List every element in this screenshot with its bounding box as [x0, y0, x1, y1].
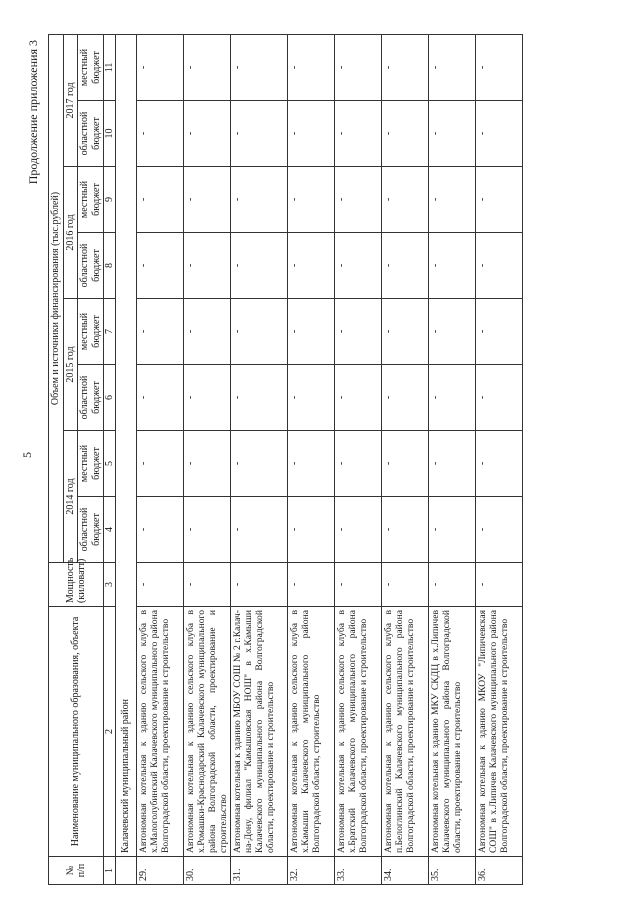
- budget-value: -: [230, 299, 287, 365]
- budget-value: -: [183, 497, 230, 563]
- row-number: 31.: [230, 857, 287, 885]
- budget-value: -: [136, 34, 183, 100]
- row-number: 36.: [475, 857, 522, 885]
- budget-value: -: [287, 233, 334, 299]
- budget-value: -: [428, 101, 475, 167]
- capacity-value: -: [428, 563, 475, 607]
- budget-value: -: [334, 365, 381, 431]
- section-num-cell: [116, 857, 137, 885]
- header-local: местный бюджет: [78, 34, 104, 100]
- table-row: [287, 34, 334, 884]
- header-regional: областной бюджет: [78, 365, 104, 431]
- header-local: местный бюджет: [78, 299, 104, 365]
- header-local: местный бюджет: [78, 167, 104, 233]
- object-name: Автономная котельная к зданию МКОУ "Липичевская СОШ" в х.Липичев Калачевского муниципального района Волгоградской области, проектирование и строительство: [475, 607, 522, 857]
- header-regional: областной бюджет: [78, 101, 104, 167]
- capacity-value: -: [475, 563, 522, 607]
- header-local: местный бюджет: [78, 431, 104, 497]
- budget-value: -: [183, 431, 230, 497]
- capacity-value: -: [334, 563, 381, 607]
- rotated-content: [20, 20, 620, 885]
- budget-value: -: [334, 233, 381, 299]
- section-row: [116, 34, 137, 884]
- header-year-2014: 2014 год: [63, 431, 78, 563]
- object-name: Автономная котельная к зданию сельского клуба в п.Белоглинский Калачевского муниципального района Волгоградской области, проектирование и строительство: [381, 607, 428, 857]
- budget-value: -: [334, 299, 381, 365]
- budget-value: -: [381, 167, 428, 233]
- budget-value: -: [136, 299, 183, 365]
- header-regional: областной бюджет: [78, 233, 104, 299]
- budget-value: -: [136, 167, 183, 233]
- object-name: Автономная котельная к зданию сельского клуба в х.Братский Калачевского муниципального района Волгоградской области, проектирование и строительство: [334, 607, 381, 857]
- header-num: № п/п: [49, 857, 104, 885]
- budget-value: -: [334, 34, 381, 100]
- budget-value: -: [428, 299, 475, 365]
- column-index: 2: [104, 607, 116, 857]
- row-number: 35.: [428, 857, 475, 885]
- capacity-value: -: [381, 563, 428, 607]
- column-index: 4: [104, 497, 116, 563]
- header-row-1: [49, 34, 64, 884]
- budget-value: -: [475, 34, 522, 100]
- header-name: Наименование муниципального образования, объекта: [49, 607, 104, 857]
- budget-value: -: [230, 431, 287, 497]
- budget-value: -: [183, 167, 230, 233]
- row-number: 33.: [334, 857, 381, 885]
- budget-value: -: [334, 497, 381, 563]
- column-index-row: [104, 34, 116, 884]
- budget-value: -: [183, 233, 230, 299]
- column-index: 8: [104, 233, 116, 299]
- budget-value: -: [287, 167, 334, 233]
- budget-value: -: [136, 233, 183, 299]
- budget-value: -: [183, 34, 230, 100]
- table-row: [136, 34, 183, 884]
- capacity-value: -: [136, 563, 183, 607]
- budget-value: -: [475, 101, 522, 167]
- header-year-2015: 2015 год: [63, 299, 78, 431]
- column-index: 1: [104, 857, 116, 885]
- row-number: 32.: [287, 857, 334, 885]
- budget-value: -: [381, 497, 428, 563]
- row-number: 34.: [381, 857, 428, 885]
- budget-value: -: [136, 431, 183, 497]
- budget-value: -: [381, 101, 428, 167]
- page-number: 5: [20, 452, 34, 458]
- budget-value: -: [428, 431, 475, 497]
- budget-value: -: [428, 365, 475, 431]
- budget-value: -: [230, 497, 287, 563]
- table-row: [381, 34, 428, 884]
- header-year-2017: 2017 год: [63, 34, 78, 166]
- budget-value: -: [230, 101, 287, 167]
- capacity-value: -: [287, 563, 334, 607]
- budget-value: -: [334, 167, 381, 233]
- budget-value: -: [475, 431, 522, 497]
- budget-value: -: [381, 365, 428, 431]
- table-row: [183, 34, 230, 884]
- section-title: Калачевский муниципальный район: [116, 34, 137, 856]
- row-number: 30.: [183, 857, 230, 885]
- object-name: Автономная котельная к зданию сельского клуба в х.Малоголубинский Калачевского муниципального района Волгоградской области, проектирование и строительство: [136, 607, 183, 857]
- budget-value: -: [428, 167, 475, 233]
- column-index: 3: [104, 563, 116, 607]
- budget-value: -: [230, 365, 287, 431]
- object-name: Автономная котельная к зданию МБОУ СОШ № 2 г.Калач-на-Дону, филиал "Камышовская НОШ" в х.Камыши Калачевского муниципального района Волгоградской области, проектирование и строительство: [230, 607, 287, 857]
- budget-value: -: [136, 497, 183, 563]
- column-index: 11: [104, 34, 116, 100]
- table-row: [475, 34, 522, 884]
- budget-value: -: [475, 299, 522, 365]
- budget-value: -: [428, 34, 475, 100]
- budget-value: -: [183, 365, 230, 431]
- continuation-note: Продолжение приложения 3: [26, 40, 40, 185]
- budget-value: -: [287, 497, 334, 563]
- budget-value: -: [381, 431, 428, 497]
- financing-table: [48, 34, 523, 885]
- budget-value: -: [381, 299, 428, 365]
- budget-value: -: [230, 167, 287, 233]
- row-number: 29.: [136, 857, 183, 885]
- budget-value: -: [381, 233, 428, 299]
- budget-value: -: [287, 365, 334, 431]
- header-regional: областной бюджет: [78, 497, 104, 563]
- budget-value: -: [136, 101, 183, 167]
- budget-value: -: [183, 101, 230, 167]
- budget-value: -: [183, 299, 230, 365]
- budget-value: -: [475, 365, 522, 431]
- budget-value: -: [287, 101, 334, 167]
- budget-value: -: [428, 497, 475, 563]
- header-capacity: Мощность (киловатт): [49, 563, 104, 607]
- column-index: 6: [104, 365, 116, 431]
- budget-value: -: [381, 34, 428, 100]
- budget-value: -: [136, 365, 183, 431]
- table-row: [230, 34, 287, 884]
- budget-value: -: [230, 233, 287, 299]
- object-name: Автономная котельная к зданию МКУ СКДЦ в х.Липичев Калачевского муниципального района Волгоградской области, проектирование и строительство: [428, 607, 475, 857]
- header-year-2016: 2016 год: [63, 167, 78, 299]
- object-name: Автономная котельная к зданию сельского клуба в х.Камыши Калачевского муниципального района Волгоградской области, строительство: [287, 607, 334, 857]
- budget-value: -: [287, 431, 334, 497]
- header-financing: Объем и источники финансирования (тыс.рублей): [49, 34, 64, 562]
- object-name: Автономная котельная к зданию сельского клуба в х.Ромашки-Краснодарский Калачевского муниципального района Волгоградской области, проектирование и строительство: [183, 607, 230, 857]
- capacity-value: -: [183, 563, 230, 607]
- budget-value: -: [334, 101, 381, 167]
- budget-value: -: [230, 34, 287, 100]
- column-index: 10: [104, 101, 116, 167]
- budget-value: -: [428, 233, 475, 299]
- table-row: [334, 34, 381, 884]
- column-index: 5: [104, 431, 116, 497]
- budget-value: -: [475, 233, 522, 299]
- table-row: [428, 34, 475, 884]
- budget-value: -: [287, 299, 334, 365]
- budget-value: -: [287, 34, 334, 100]
- budget-value: -: [475, 167, 522, 233]
- capacity-value: -: [230, 563, 287, 607]
- column-index: 7: [104, 299, 116, 365]
- budget-value: -: [334, 431, 381, 497]
- budget-value: -: [475, 497, 522, 563]
- column-index: 9: [104, 167, 116, 233]
